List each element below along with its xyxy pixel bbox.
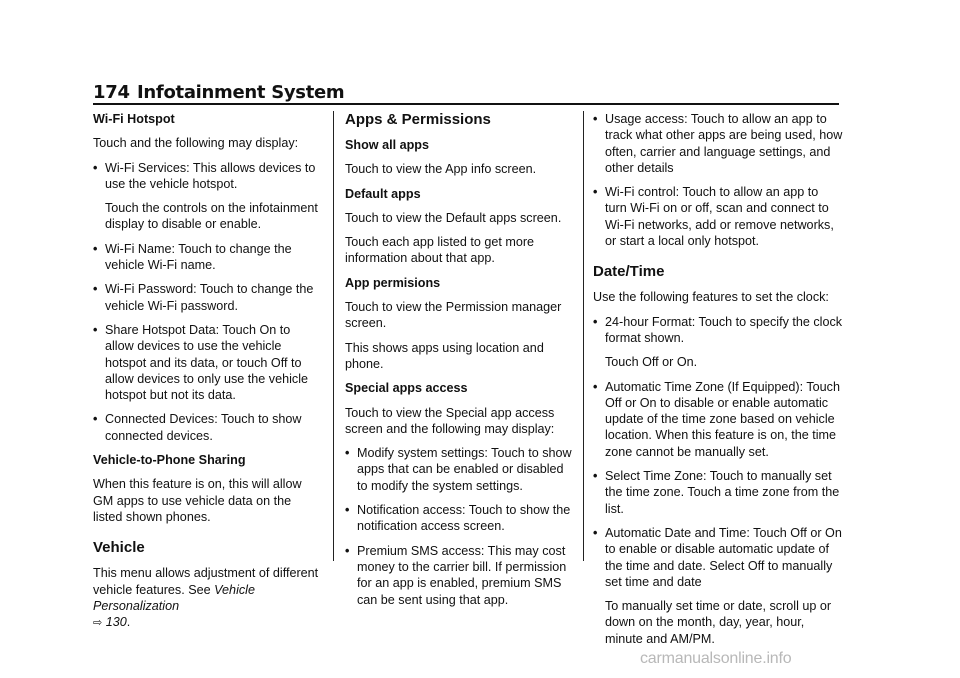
bullet-icon: • — [593, 379, 598, 394]
date-time-heading: Date/Time — [593, 263, 665, 281]
page-ref-arrow-icon: ⇨ — [93, 617, 103, 630]
list-item — [345, 543, 575, 608]
app-permissions-text: Touch to view the Permission manager screen. — [345, 300, 562, 331]
page-ref-number[interactable]: 130 — [105, 615, 127, 630]
wifi-password-text: Wi-Fi Password: Touch to change the vehicle Wi-Fi password. — [105, 282, 314, 313]
share-hotspot-text: Share Hotspot Data: Touch On to allow devices to use the vehicle hotspot and its data, or touch Off to allow devices to only use the vehicle hotspot but not its data. — [105, 322, 309, 403]
default-apps-text-2: Touch each app listed to get more information about that app. — [345, 235, 535, 266]
show-all-apps-heading: Show all apps — [345, 138, 429, 152]
list-item — [345, 445, 575, 494]
wifi-hotspot-heading: Wi-Fi Hotspot — [93, 112, 175, 126]
auto-time-zone-text: Automatic Time Zone (If Equipped): Touch Off or On to disable or enable automatic update of the time zone based on vehicle location. When this feature is on, the time zone cannot be manually set. — [605, 379, 840, 459]
date-time-list-continued — [593, 379, 843, 591]
bullet-icon: • — [593, 112, 598, 126]
bullet-icon: • — [93, 282, 98, 297]
app-permissions-heading: App permisions — [345, 275, 441, 290]
vehicle-heading: Vehicle — [93, 539, 145, 557]
auto-date-time-text: Automatic Date and Time: Touch Off or On to enable or disable automatic update of the time and date. Select Off to manually set time and date — [605, 525, 842, 589]
default-apps-text: Touch to view the Default apps screen. — [345, 210, 562, 225]
bullet-icon: • — [93, 241, 98, 256]
column-3 — [593, 111, 843, 655]
column-2 — [345, 111, 575, 616]
bullet-icon: • — [345, 503, 350, 518]
column-divider — [583, 111, 584, 561]
list-item — [593, 111, 843, 176]
modify-settings-text: Modify system settings: Touch to show apps that can be enabled or disabled to modify the system settings. — [357, 446, 572, 493]
wifi-services-note: Touch the controls on the infotainment display to disable or enable. — [105, 201, 318, 232]
v2p-text: When this feature is on, this will allow GM apps to use vehicle data on the listed shown phones. — [93, 477, 302, 524]
select-time-zone-text: Select Time Zone: Touch to manually set the time zone. Touch a time zone from the list. — [605, 469, 840, 516]
column-1 — [93, 111, 321, 639]
bullet-icon: • — [93, 322, 98, 337]
list-item — [93, 411, 321, 444]
access-list — [593, 111, 843, 249]
v2p-heading: Vehicle-to-Phone Sharing — [93, 453, 246, 468]
app-permissions-text-2: This shows apps using location and phone. — [345, 340, 544, 371]
wifi-control-text: Wi-Fi control: Touch to allow an app to turn Wi-Fi on or off, scan and connect to Wi-Fi networks, add or remove networks, or start a local only hotspot. — [605, 185, 834, 249]
list-item — [593, 468, 843, 517]
special-apps-list — [345, 445, 575, 608]
show-all-apps-text: Touch to view the App info screen. — [345, 162, 537, 177]
date-time-list — [593, 314, 843, 347]
bullet-icon: • — [593, 469, 598, 484]
vehicle-text — [93, 565, 321, 631]
auto-date-time-note: To manually set time or date, scroll up or down on the month, day, year, hour, minute and AM/PM. — [605, 599, 832, 646]
date-time-intro: Use the following features to set the clock: — [593, 290, 829, 305]
bullet-icon: • — [93, 412, 98, 427]
list-item — [593, 525, 843, 590]
page-number: 174 — [93, 82, 130, 103]
list-item — [93, 160, 321, 193]
wifi-name-text: Wi-Fi Name: Touch to change the vehicle Wi-Fi name. — [105, 241, 292, 273]
default-apps-heading: Default apps — [345, 186, 421, 201]
bullet-icon: • — [345, 543, 350, 558]
special-apps-text: Touch to view the Special app access screen and the following may display: — [345, 405, 555, 436]
column-divider — [333, 111, 334, 561]
bullet-icon: • — [593, 525, 598, 540]
list-item — [93, 322, 321, 403]
list-item — [593, 314, 843, 347]
list-item — [93, 281, 321, 314]
wifi-list-continued — [93, 241, 321, 444]
page-title: Infotainment System — [137, 82, 345, 103]
special-apps-heading: Special apps access — [345, 381, 468, 396]
vehicle-personalization-link[interactable]: Vehicle Personalization — [93, 582, 255, 613]
format-24h-note: Touch Off or On. — [605, 355, 698, 370]
bullet-icon: • — [593, 185, 598, 200]
header-rule — [93, 103, 839, 105]
premium-sms-text: Premium SMS access: This may cost money to the carrier bill. If permission for an app is enabled, premium SMS can be sent using that app. — [357, 543, 567, 607]
watermark: carmanualsonline.info — [640, 650, 792, 667]
list-item — [593, 184, 843, 249]
wifi-services-text: Wi-Fi Services: This allows devices to use the vehicle hotspot. — [105, 160, 316, 191]
bullet-icon: • — [593, 314, 598, 329]
connected-devices-text: Connected Devices: Touch to show connected devices. — [105, 412, 302, 443]
wifi-list — [93, 160, 321, 193]
list-item — [93, 241, 321, 274]
apps-permissions-heading: Apps & Permissions — [345, 111, 491, 128]
list-item — [593, 379, 843, 460]
usage-access-text: Usage access: Touch to allow an app to track what other apps are being used, how often, carrier and language settings, and other details — [605, 112, 843, 175]
vehicle-text-end: . — [126, 615, 131, 630]
format-24h-text: 24-hour Format: Touch to specify the clock format shown. — [605, 314, 843, 345]
wifi-intro: Touch and the following may display: — [93, 136, 299, 151]
list-item — [345, 502, 575, 535]
bullet-icon: • — [93, 160, 98, 175]
vehicle-text-body: This menu allows adjustment of different vehicle features. See — [93, 566, 319, 597]
bullet-icon: • — [345, 446, 350, 461]
notification-access-text: Notification access: Touch to show the notification access screen. — [357, 503, 571, 534]
